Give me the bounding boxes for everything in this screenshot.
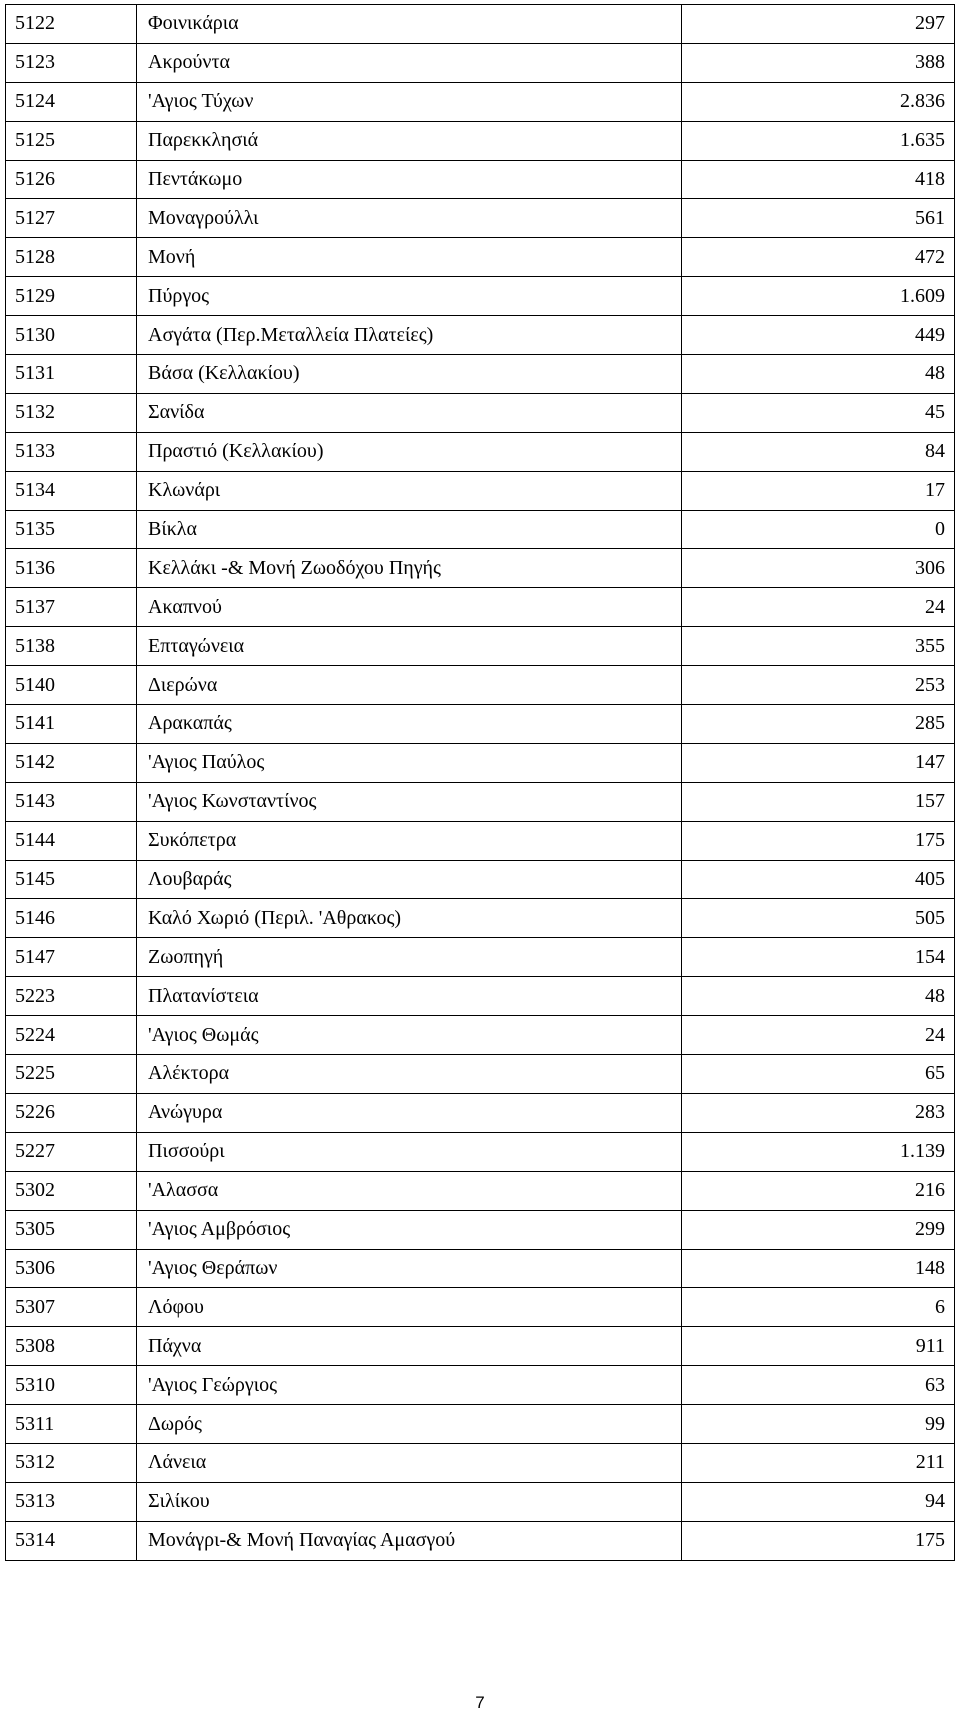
community-name-cell: Παρεκκλησιά [137,121,682,160]
community-code-cell: 5147 [6,938,137,977]
community-code-cell: 5305 [6,1210,137,1249]
community-code-cell: 5306 [6,1249,137,1288]
population-value-cell: 147 [682,743,955,782]
community-name-cell: Ακρούντα [137,43,682,82]
table-row [6,743,955,782]
population-value-cell: 154 [682,938,955,977]
table-row [6,316,955,355]
community-name-cell: Σανίδα [137,393,682,432]
table-row [6,1366,955,1405]
community-code-cell: 5310 [6,1366,137,1405]
table-row [6,432,955,471]
table-row [6,938,955,977]
table-row [6,1210,955,1249]
community-code-cell: 5145 [6,860,137,899]
community-code-cell: 5134 [6,471,137,510]
population-value-cell: 175 [682,821,955,860]
population-value-cell: 24 [682,1016,955,1055]
population-value-cell: 449 [682,316,955,355]
community-code-cell: 5146 [6,899,137,938]
table-body [6,5,955,1561]
population-value-cell: 65 [682,1055,955,1094]
population-value-cell: 388 [682,43,955,82]
community-name-cell: Αλέκτορα [137,1055,682,1094]
table-row [6,277,955,316]
community-code-cell: 5127 [6,199,137,238]
community-name-cell: 'Αγιος Τύχων [137,82,682,121]
population-value-cell: 1.609 [682,277,955,316]
population-value-cell: 405 [682,860,955,899]
population-value-cell: 216 [682,1171,955,1210]
community-name-cell: Πεντάκωμο [137,160,682,199]
population-value-cell: 2.836 [682,82,955,121]
community-code-cell: 5125 [6,121,137,160]
community-code-cell: 5302 [6,1171,137,1210]
population-value-cell: 505 [682,899,955,938]
table-row [6,1132,955,1171]
community-name-cell: 'Αγιος Παύλος [137,743,682,782]
table-row [6,860,955,899]
community-name-cell: 'Αγιος Θεράπων [137,1249,682,1288]
table-row [6,43,955,82]
community-name-cell: 'Αλασσα [137,1171,682,1210]
community-code-cell: 5136 [6,549,137,588]
community-name-cell: Κλωνάρι [137,471,682,510]
community-name-cell: Πραστιό (Κελλακίου) [137,432,682,471]
community-code-cell: 5308 [6,1327,137,1366]
population-value-cell: 1.139 [682,1132,955,1171]
community-name-cell: Λουβαράς [137,860,682,899]
community-code-cell: 5312 [6,1443,137,1482]
community-code-cell: 5227 [6,1132,137,1171]
population-value-cell: 253 [682,666,955,705]
community-name-cell: Μονάγρι-& Μονή Παναγίας Αμασγού [137,1521,682,1560]
community-code-cell: 5133 [6,432,137,471]
table-row [6,238,955,277]
table-row [6,1482,955,1521]
community-code-cell: 5129 [6,277,137,316]
table-row [6,1405,955,1444]
population-value-cell: 17 [682,471,955,510]
table-row [6,121,955,160]
community-name-cell: 'Αγιος Κωνσταντίνος [137,782,682,821]
community-name-cell: Δωρός [137,1405,682,1444]
community-code-cell: 5307 [6,1288,137,1327]
population-value-cell: 84 [682,432,955,471]
community-code-cell: 5132 [6,393,137,432]
community-code-cell: 5126 [6,160,137,199]
community-code-cell: 5124 [6,82,137,121]
community-code-cell: 5224 [6,1016,137,1055]
population-value-cell: 1.635 [682,121,955,160]
table-row [6,782,955,821]
community-name-cell: Πύργος [137,277,682,316]
population-value-cell: 285 [682,705,955,744]
community-code-cell: 5314 [6,1521,137,1560]
community-code-cell: 5313 [6,1482,137,1521]
community-name-cell: 'Αγιος Γεώργιος [137,1366,682,1405]
population-value-cell: 561 [682,199,955,238]
population-value-cell: 418 [682,160,955,199]
community-code-cell: 5311 [6,1405,137,1444]
population-value-cell: 48 [682,355,955,394]
community-name-cell: Πισσούρι [137,1132,682,1171]
community-code-cell: 5143 [6,782,137,821]
table-row [6,899,955,938]
population-value-cell: 297 [682,5,955,44]
table-row [6,1171,955,1210]
table-row [6,355,955,394]
community-name-cell: Συκόπετρα [137,821,682,860]
population-value-cell: 299 [682,1210,955,1249]
community-name-cell: Ακαπνού [137,588,682,627]
community-name-cell: Λόφου [137,1288,682,1327]
community-code-cell: 5144 [6,821,137,860]
table-row [6,549,955,588]
community-name-cell: Κελλάκι -& Μονή Ζωοδόχου Πηγής [137,549,682,588]
table-row [6,1016,955,1055]
community-name-cell: Λάνεια [137,1443,682,1482]
community-code-cell: 5138 [6,627,137,666]
table-row [6,1093,955,1132]
population-value-cell: 211 [682,1443,955,1482]
community-name-cell: Ασγάτα (Περ.Μεταλλεία Πλατείες) [137,316,682,355]
page-number: 7 [475,1693,485,1712]
table-row [6,5,955,44]
table-row [6,82,955,121]
table-row [6,1327,955,1366]
community-name-cell: Βάσα (Κελλακίου) [137,355,682,394]
table-row [6,1443,955,1482]
population-value-cell: 911 [682,1327,955,1366]
community-code-cell: 5131 [6,355,137,394]
table-row [6,588,955,627]
population-value-cell: 148 [682,1249,955,1288]
population-value-cell: 283 [682,1093,955,1132]
population-value-cell: 99 [682,1405,955,1444]
community-name-cell: 'Αγιος Θωμάς [137,1016,682,1055]
community-code-cell: 5137 [6,588,137,627]
community-code-cell: 5130 [6,316,137,355]
table-row [6,393,955,432]
population-value-cell: 306 [682,549,955,588]
table-row [6,977,955,1016]
community-code-cell: 5141 [6,705,137,744]
community-code-cell: 5225 [6,1055,137,1094]
community-name-cell: Μονή [137,238,682,277]
table-row [6,1521,955,1560]
table-row [6,510,955,549]
community-name-cell: Ζωοπηγή [137,938,682,977]
community-name-cell: 'Αγιος Αμβρόσιος [137,1210,682,1249]
community-code-cell: 5223 [6,977,137,1016]
population-value-cell: 157 [682,782,955,821]
community-code-cell: 5135 [6,510,137,549]
table-row [6,1288,955,1327]
population-value-cell: 24 [682,588,955,627]
population-value-cell: 472 [682,238,955,277]
community-name-cell: Πάχνα [137,1327,682,1366]
community-name-cell: Ανώγυρα [137,1093,682,1132]
community-code-cell: 5128 [6,238,137,277]
table-row [6,705,955,744]
community-name-cell: Φοινικάρια [137,5,682,44]
community-name-cell: Μοναγρούλλι [137,199,682,238]
population-value-cell: 175 [682,1521,955,1560]
table-row [6,160,955,199]
population-value-cell: 63 [682,1366,955,1405]
population-value-cell: 355 [682,627,955,666]
community-population-table [5,4,955,1561]
population-value-cell: 94 [682,1482,955,1521]
community-name-cell: Πλατανίστεια [137,977,682,1016]
community-code-cell: 5140 [6,666,137,705]
population-value-cell: 48 [682,977,955,1016]
population-value-cell: 6 [682,1288,955,1327]
community-name-cell: Καλό Χωριό (Περιλ. 'Αθρακος) [137,899,682,938]
community-name-cell: Σιλίκου [137,1482,682,1521]
table-row [6,821,955,860]
table-row [6,666,955,705]
table-row [6,1249,955,1288]
population-value-cell: 0 [682,510,955,549]
community-name-cell: Επταγώνεια [137,627,682,666]
community-name-cell: Διερώνα [137,666,682,705]
population-value-cell: 45 [682,393,955,432]
community-code-cell: 5123 [6,43,137,82]
community-name-cell: Αρακαπάς [137,705,682,744]
community-code-cell: 5142 [6,743,137,782]
community-code-cell: 5226 [6,1093,137,1132]
table-row [6,199,955,238]
table-row [6,627,955,666]
community-code-cell: 5122 [6,5,137,44]
table-row [6,471,955,510]
table-row [6,1055,955,1094]
community-name-cell: Βίκλα [137,510,682,549]
